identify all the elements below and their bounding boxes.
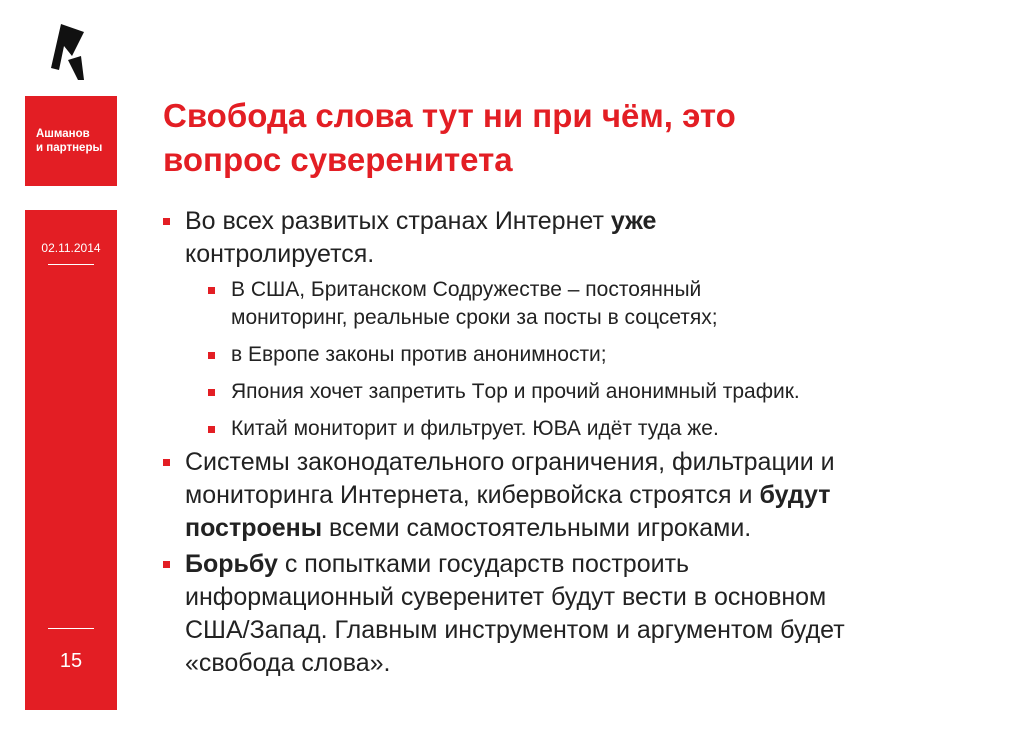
title-line2: вопрос суверенитета: [163, 141, 513, 178]
bullet-text: США/Запад. Главным инструментом и аргументом будет: [185, 616, 845, 644]
bullet-bold-text: уже: [610, 207, 657, 235]
bullet-text: Во всех развитых странах Интернет: [185, 207, 611, 235]
bullet-text: «свобода слова».: [185, 649, 391, 677]
square-bullet-icon: [208, 389, 215, 396]
bullet-item: [163, 205, 1003, 271]
sub-bullet-item: [163, 341, 1003, 369]
sub-bullet-text: Китай мониторит и фильтрует. ЮВА идёт туда же.: [231, 417, 719, 440]
sub-bullet-text: В США, Британском Содружестве – постоянный: [231, 278, 702, 301]
bullet-item: [163, 548, 1003, 680]
slide-date: 02.11.2014: [41, 241, 101, 255]
square-bullet-icon: [208, 426, 215, 433]
bullet-bold-text: построены: [185, 514, 323, 542]
bullet-text: мониторинга Интернета, кибервойска строятся и: [185, 481, 760, 509]
brand-name-line2: и партнеры: [36, 142, 103, 154]
bullet-text: контролируется.: [185, 240, 375, 268]
sidebar-panel: [25, 210, 117, 710]
brand-box: [25, 96, 117, 186]
sub-bullet-text: в Европе законы против анонимности;: [231, 343, 607, 366]
sub-bullet-item: [163, 378, 1003, 406]
square-bullet-icon: [163, 459, 170, 466]
sub-bullet-item: [163, 415, 1003, 443]
sub-bullet-text: Япония хочет запретить Tор и прочий анонимный трафик.: [231, 380, 800, 403]
bullet-text: информационный суверенитет будут вести в основном: [185, 583, 827, 611]
square-bullet-icon: [163, 218, 170, 225]
ashmanov-logo-icon: [48, 22, 88, 82]
square-bullet-icon: [208, 352, 215, 359]
bullet-text: с попытками государств построить: [277, 550, 690, 578]
sub-bullet-text: мониторинг, реальные сроки за посты в соцсетях;: [231, 306, 718, 329]
bullet-text: всеми самостоятельными игроками.: [322, 514, 752, 542]
slide-title: [163, 94, 983, 182]
page-number: 15: [59, 650, 83, 672]
date-divider: [48, 264, 94, 265]
page-divider: [48, 628, 94, 629]
title-line1: Свобода слова тут ни при чём, это: [163, 97, 736, 134]
bullet-text: Системы законодательного ограничения, фильтрации и: [185, 448, 835, 476]
bullet-bold-text: будут: [759, 481, 831, 509]
bullet-item: [163, 446, 1003, 545]
brand-name: [25, 127, 102, 155]
sub-bullet-item: [163, 276, 1003, 332]
square-bullet-icon: [163, 561, 170, 568]
slide-content: [163, 205, 1003, 680]
bullet-bold-text: Борьбу: [185, 550, 278, 578]
square-bullet-icon: [208, 287, 215, 294]
brand-name-line1: Ашманов: [36, 128, 90, 140]
